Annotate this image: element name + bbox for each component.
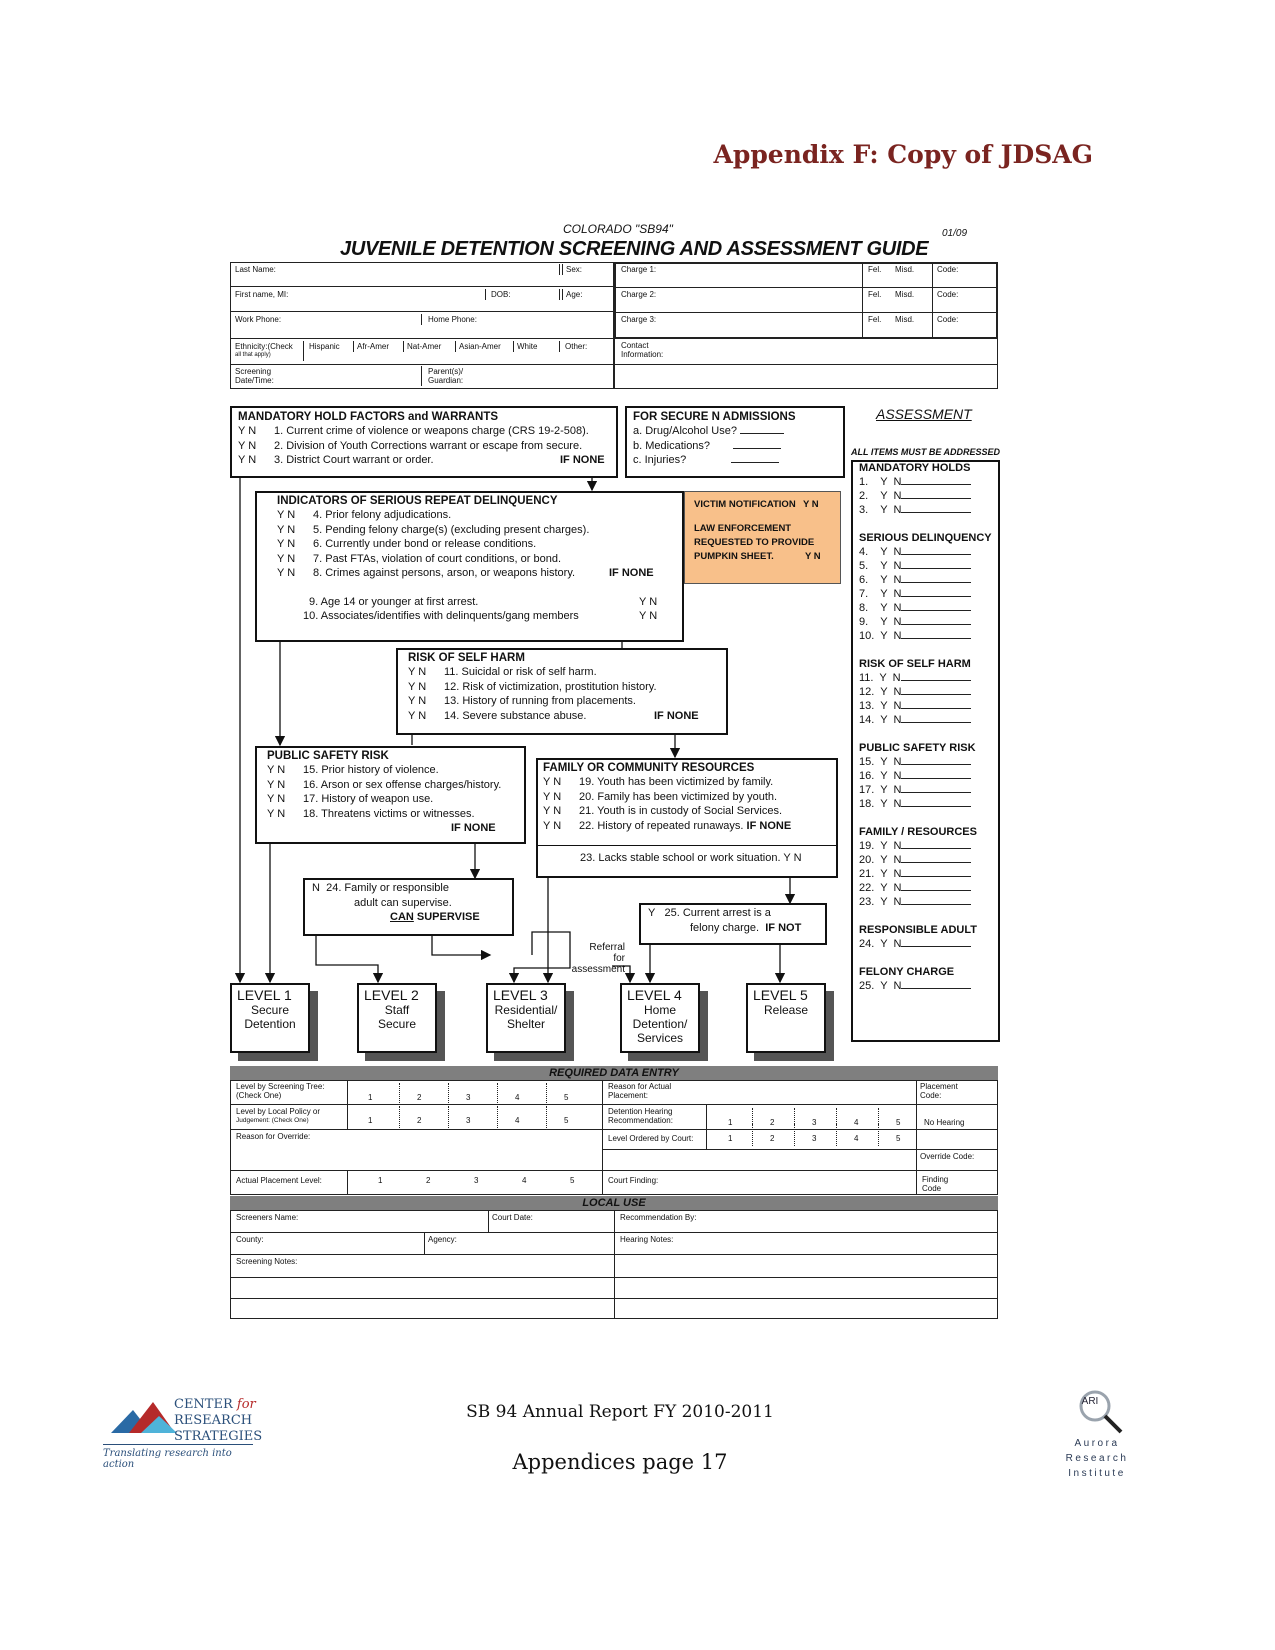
form-title: JUVENILE DETENTION SCREENING AND ASSESSMENT GUIDE [340, 238, 929, 260]
charge2-fel[interactable]: Fel. [868, 290, 882, 299]
assessment-item[interactable]: 14. Y N [859, 713, 992, 727]
assessment-item[interactable]: 8. Y N [859, 601, 992, 615]
assessment-subtitle: ALL ITEMS MUST BE ADDRESSED [851, 447, 1001, 457]
assessment-box [851, 460, 1000, 1042]
assessment-title: ASSESSMENT [876, 406, 972, 422]
ethnicity-white[interactable]: White [514, 341, 560, 352]
assessment-item[interactable]: 12. Y N [859, 685, 992, 699]
assessment-item[interactable]: 23. Y N [859, 895, 992, 909]
victim-notification-box: VICTIM NOTIFICATION Y N LAW ENFORCEMENT REQUESTED TO PROVIDE PUMPKIN SHEET. Y N [684, 491, 841, 584]
assessment-item[interactable]: 18. Y N [859, 797, 992, 811]
assessment-item[interactable]: 10. Y N [859, 629, 992, 643]
hearing-notes-label[interactable]: Hearing Notes: [620, 1235, 674, 1244]
assessment-section-header: RISK OF SELF HARM [859, 658, 971, 670]
repeat-item-7: 7. Past FTAs, violation of court conditions, or bond. [313, 552, 562, 565]
level-option-3[interactable]: 3 [812, 1118, 817, 1127]
assessment-item[interactable]: 19. Y N [859, 839, 992, 853]
option-separator [752, 1124, 753, 1146]
secure-admissions-header: FOR SECURE N ADMISSIONS [633, 411, 796, 423]
crs-research: RESEARCH [174, 1413, 253, 1428]
option-separator [448, 1106, 449, 1128]
level-option-2[interactable]: 2 [426, 1176, 431, 1185]
repeat-item-6: 6. Currently under bond or release conditions. [313, 538, 537, 550]
placement-code-label[interactable]: Placement Code: [920, 1082, 958, 1100]
assessment-item[interactable]: 7. Y N [859, 587, 992, 601]
level-option-5[interactable]: 5 [564, 1093, 569, 1102]
level-option-1[interactable]: 1 [728, 1134, 733, 1143]
appendix-title: Appendix F: Copy of JDSAG [713, 140, 1093, 169]
ari-line3: Institute [1068, 1468, 1126, 1479]
mandatory-item-2: 2. Division of Youth Corrections warrant or escape from secure. [274, 439, 583, 452]
level-option-2[interactable]: 2 [417, 1116, 422, 1125]
assessment-item[interactable]: 21. Y N [859, 867, 992, 881]
agency-label[interactable]: Agency: [428, 1235, 457, 1244]
public-safety-box: PUBLIC SAFETY RISK Y N 15. Prior history of violence. Y N 16. Arson or sex offense charges/history. Y N 17. History of weapon use. Y N 18. Threatens victims or witnesses. IF NONE [255, 746, 526, 844]
repeat-item-10: 10. Associates/identifies with delinquents/gang members [303, 610, 579, 622]
charge3-misd[interactable]: Misd. [895, 315, 915, 324]
court-date-label[interactable]: Court Date: [492, 1213, 533, 1222]
level-option-2[interactable]: 2 [417, 1093, 422, 1102]
form-version: 01/09 [942, 228, 968, 239]
repeat-item-4: 4. Prior felony adjudications. [313, 509, 452, 521]
assessment-section-header: SERIOUS DELINQUENCY [859, 532, 992, 544]
reason-override-label[interactable]: Reason for Override: [236, 1132, 311, 1141]
ari-line1: Aurora [1074, 1438, 1120, 1449]
level-option-1[interactable]: 1 [378, 1176, 383, 1185]
repeat-if-none: IF NONE [609, 567, 654, 579]
charge1-code[interactable]: Code: [937, 265, 959, 274]
level-option-4[interactable]: 4 [522, 1176, 527, 1185]
self-harm-if-none: IF NONE [654, 709, 699, 722]
assessment-item[interactable]: 5. Y N [859, 559, 992, 573]
public-safety-if-none: IF NONE [451, 822, 496, 834]
assessment-section-header: PUBLIC SAFETY RISK [859, 742, 976, 754]
ethnicity-label: Ethnicity:(Check all that apply) [232, 341, 304, 361]
ethnicity-hispanic[interactable]: Hispanic [306, 341, 354, 352]
level-4-box: LEVEL 4 Home Detention/ Services [620, 983, 700, 1053]
ethnicity-other[interactable]: Other: [565, 342, 588, 351]
charge2-code[interactable]: Code: [937, 290, 959, 299]
assessment-item[interactable]: 25. Y N [859, 979, 992, 993]
last-name-label[interactable]: Last Name: [232, 264, 560, 275]
level-option-1[interactable]: 1 [728, 1118, 733, 1127]
level-ordered-court-label: Level Ordered by Court: [608, 1134, 694, 1143]
secure-item-c[interactable]: c. Injuries? [633, 454, 687, 466]
family-if-none: IF NONE [746, 819, 792, 832]
option-separator [878, 1124, 879, 1146]
assessment-section-header: MANDATORY HOLDS [859, 462, 971, 474]
charge1-misd[interactable]: Misd. [895, 265, 915, 274]
level-5-box: LEVEL 5 Release [746, 983, 826, 1053]
level-option-1[interactable]: 1 [368, 1093, 373, 1102]
charge3-code[interactable]: Code: [937, 315, 959, 324]
finding-code-label[interactable]: Finding Code [922, 1175, 949, 1193]
age-label[interactable]: Age: [562, 289, 614, 300]
level-option-4[interactable]: 4 [854, 1118, 859, 1127]
referral-label: Referral for assessment [571, 942, 625, 975]
level-option-5[interactable]: 5 [570, 1176, 575, 1185]
charge3-label[interactable]: Charge 3: [621, 315, 657, 324]
repeat-item-8: 8. Crimes against persons, arson, or weapons history. [313, 567, 576, 579]
level-local-policy-label: Level by Local Policy or Judgement: (Check One) [236, 1107, 321, 1124]
recommendation-by-label[interactable]: Recommendation By: [620, 1213, 697, 1222]
family-resources-box: FAMILY OR COMMUNITY RESOURCES Y N 19. Youth has been victimized by family. Y N 20. Family has been victimized by youth. Y N 21. Youth is in custody of Social Services. Y N 22. History of repeated runaways. IF NONE 23. Lacks stable school or work situation. Y N [536, 758, 838, 878]
screening-notes-label[interactable]: Screening Notes: [236, 1257, 298, 1266]
secure-item-a[interactable]: a. Drug/Alcohol Use? [633, 425, 737, 437]
footer-page: Appendices page 17 [512, 1450, 728, 1474]
level-option-5[interactable]: 5 [896, 1118, 901, 1127]
screening-datetime-label[interactable]: Screening Date/Time: [232, 366, 422, 386]
level-2-box: LEVEL 2 Staff Secure [357, 983, 437, 1053]
option-separator [546, 1106, 547, 1128]
actual-placement-level-label: Actual Placement Level: [236, 1176, 322, 1185]
screeners-name-label[interactable]: Screeners Name: [236, 1213, 299, 1222]
self-harm-header: RISK OF SELF HARM [408, 652, 525, 664]
crs-for: for [236, 1397, 256, 1412]
level-screening-tree-label: Level by Screening Tree: (Check One) [236, 1082, 325, 1100]
ethnicity-nat-amer[interactable]: Nat-Amer [404, 341, 456, 352]
felony-box: Y 25. Current arrest is a felony charge. IF NOT [639, 903, 827, 945]
assessment-item[interactable]: 17. Y N [859, 783, 992, 797]
assessment-item[interactable]: 4. Y N [859, 545, 992, 559]
family-resources-header: FAMILY OR COMMUNITY RESOURCES [543, 762, 755, 774]
assessment-item[interactable]: 20. Y N [859, 853, 992, 867]
option-separator [497, 1106, 498, 1128]
level-option-4[interactable]: 4 [515, 1116, 520, 1125]
sex-label[interactable]: Sex: [562, 264, 614, 275]
level-option-3[interactable]: 3 [812, 1134, 817, 1143]
secure-admissions-box [625, 406, 845, 478]
reason-actual-label[interactable]: Reason for Actual Placement: [608, 1082, 672, 1100]
option-separator [448, 1083, 449, 1105]
required-data-bar: REQUIRED DATA ENTRY [230, 1066, 998, 1080]
level-option-4[interactable]: 4 [854, 1134, 859, 1143]
assessment-section-header: FAMILY / RESOURCES [859, 826, 977, 838]
level-option-2[interactable]: 2 [770, 1118, 775, 1127]
ari-abbr: ARI [1081, 1396, 1099, 1407]
footer-report: SB 94 Annual Report FY 2010-2011 [466, 1402, 774, 1422]
dob-label[interactable]: DOB: [488, 289, 560, 300]
repeat-item-5: 5. Pending felony charge(s) (excluding present charges). [313, 523, 590, 536]
supervise-box: N 24. Family or responsible adult can supervise. CAN SUPERVISE [303, 878, 514, 936]
county-label[interactable]: County: [236, 1235, 264, 1244]
option-separator [497, 1083, 498, 1105]
home-phone-label[interactable]: Home Phone: [428, 315, 477, 324]
assessment-item[interactable]: 16. Y N [859, 769, 992, 783]
level-option-2[interactable]: 2 [770, 1134, 775, 1143]
no-hearing-option[interactable]: No Hearing [924, 1118, 965, 1127]
ari-logo [1062, 1388, 1132, 1488]
level-option-4[interactable]: 4 [515, 1093, 520, 1102]
charge2-label[interactable]: Charge 2: [621, 290, 657, 299]
assessment-item[interactable]: 15. Y N [859, 755, 992, 769]
level-option-3[interactable]: 3 [466, 1116, 471, 1125]
first-name-label[interactable]: First name, MI: [232, 289, 486, 300]
level-option-3[interactable]: 3 [474, 1176, 479, 1185]
repeat-delinquency-header: INDICATORS OF SERIOUS REPEAT DELINQUENCY [277, 495, 558, 507]
assessment-item[interactable]: 24. Y N [859, 937, 992, 951]
assessment-item[interactable]: 3. Y N [859, 503, 992, 517]
detention-hearing-label: Detention Hearing Recommendation: [608, 1107, 673, 1125]
assessment-section-header: RESPONSIBLE ADULT [859, 924, 977, 936]
level-option-3[interactable]: 3 [466, 1093, 471, 1102]
family-item-23: 23. Lacks stable school or work situation. Y N [580, 852, 802, 864]
charge1-label[interactable]: Charge 1: [621, 265, 657, 274]
secure-item-b[interactable]: b. Medications? [633, 439, 711, 452]
option-separator [836, 1124, 837, 1146]
court-finding-label[interactable]: Court Finding: [608, 1176, 659, 1185]
assessment-item[interactable]: 11. Y N [859, 671, 992, 685]
assessment-item[interactable]: 22. Y N [859, 881, 992, 895]
option-separator [399, 1106, 400, 1128]
assessment-item[interactable]: 13. Y N [859, 699, 992, 713]
option-separator [546, 1083, 547, 1105]
public-safety-header: PUBLIC SAFETY RISK [267, 750, 389, 762]
charge2-misd[interactable]: Misd. [895, 290, 915, 299]
mandatory-item-1: 1. Current crime of violence or weapons charge (CRS 19-2-508). [274, 425, 589, 437]
ethnicity-afr-amer[interactable]: Afr-Amer [354, 341, 404, 352]
charge3-fel[interactable]: Fel. [868, 315, 882, 324]
level-3-box: LEVEL 3 Residential/ Shelter [486, 983, 566, 1053]
mandatory-item-3: 3. District Court warrant or order. [274, 454, 434, 466]
crs-strategies: STRATEGIES [174, 1429, 263, 1444]
ethnicity-asian-amer[interactable]: Asian-Amer [456, 341, 514, 352]
charge1-fel[interactable]: Fel. [868, 265, 882, 274]
mandatory-if-none: IF NONE [560, 454, 605, 466]
local-use-bar: LOCAL USE [230, 1196, 998, 1210]
self-harm-box: RISK OF SELF HARM Y N 11. Suicidal or risk of self harm. Y N 12. Risk of victimization, prostitution history. Y N 13. History of running from placements. Y N 14. Severe substance abuse. IF NONE [396, 648, 728, 735]
mandatory-hold-box: MANDATORY HOLD FACTORS and WARRANTS Y N 1. Current crime of violence or weapons charge (CRS 19-2-508). Y N 2. Division of Youth Corrections warrant or escape from secure. Y N 3. District Court warrant or order. IF NONE [230, 406, 618, 478]
level-option-1[interactable]: 1 [368, 1116, 373, 1125]
option-separator [399, 1083, 400, 1105]
victim-notification-label: VICTIM NOTIFICATION [694, 499, 796, 510]
option-separator [794, 1124, 795, 1146]
crs-center: CENTER [174, 1397, 233, 1412]
contact-info-label[interactable]: Contact Information: [621, 341, 664, 359]
level-option-5[interactable]: 5 [564, 1116, 569, 1125]
assessment-item[interactable]: 1. Y N [859, 475, 992, 489]
parents-guardian-label[interactable]: Parent(s)/ Guardian: [428, 367, 464, 385]
form-state: COLORADO "SB94" [563, 222, 673, 236]
mandatory-hold-header: MANDATORY HOLD FACTORS and WARRANTS [238, 411, 499, 423]
assessment-item[interactable]: 2. Y N [859, 489, 992, 503]
repeat-item-9: 9. Age 14 or younger at first arrest. [309, 595, 479, 608]
assessment-item[interactable]: 6. Y N [859, 573, 992, 587]
level-option-5[interactable]: 5 [896, 1134, 901, 1143]
crs-tagline: Translating research into action [103, 1448, 232, 1470]
level-1-box: LEVEL 1 Secure Detention [230, 983, 310, 1053]
assessment-item[interactable]: 9. Y N [859, 615, 992, 629]
override-code-label[interactable]: Override Code: [920, 1152, 975, 1161]
work-phone-label[interactable]: Work Phone: [232, 314, 422, 325]
assessment-section-header: FELONY CHARGE [859, 966, 955, 978]
ari-magnifier-icon [1067, 1388, 1127, 1434]
repeat-delinquency-box: INDICATORS OF SERIOUS REPEAT DELINQUENCY Y N 4. Prior felony adjudications. Y N 5. Pending felony charge(s) (excluding present charges). Y N 6. Currently under bond or release conditions. Y N 7. Past FTAs, violation of court conditions, or bond. Y N 8. Crimes against persons, arson, or weapons history. IF NONE 9. Age 14 or younger at first arrest. Y N 10. Associates/identifies with delinquents/gang members Y N [255, 491, 684, 642]
ari-line2: Research [1065, 1453, 1129, 1464]
